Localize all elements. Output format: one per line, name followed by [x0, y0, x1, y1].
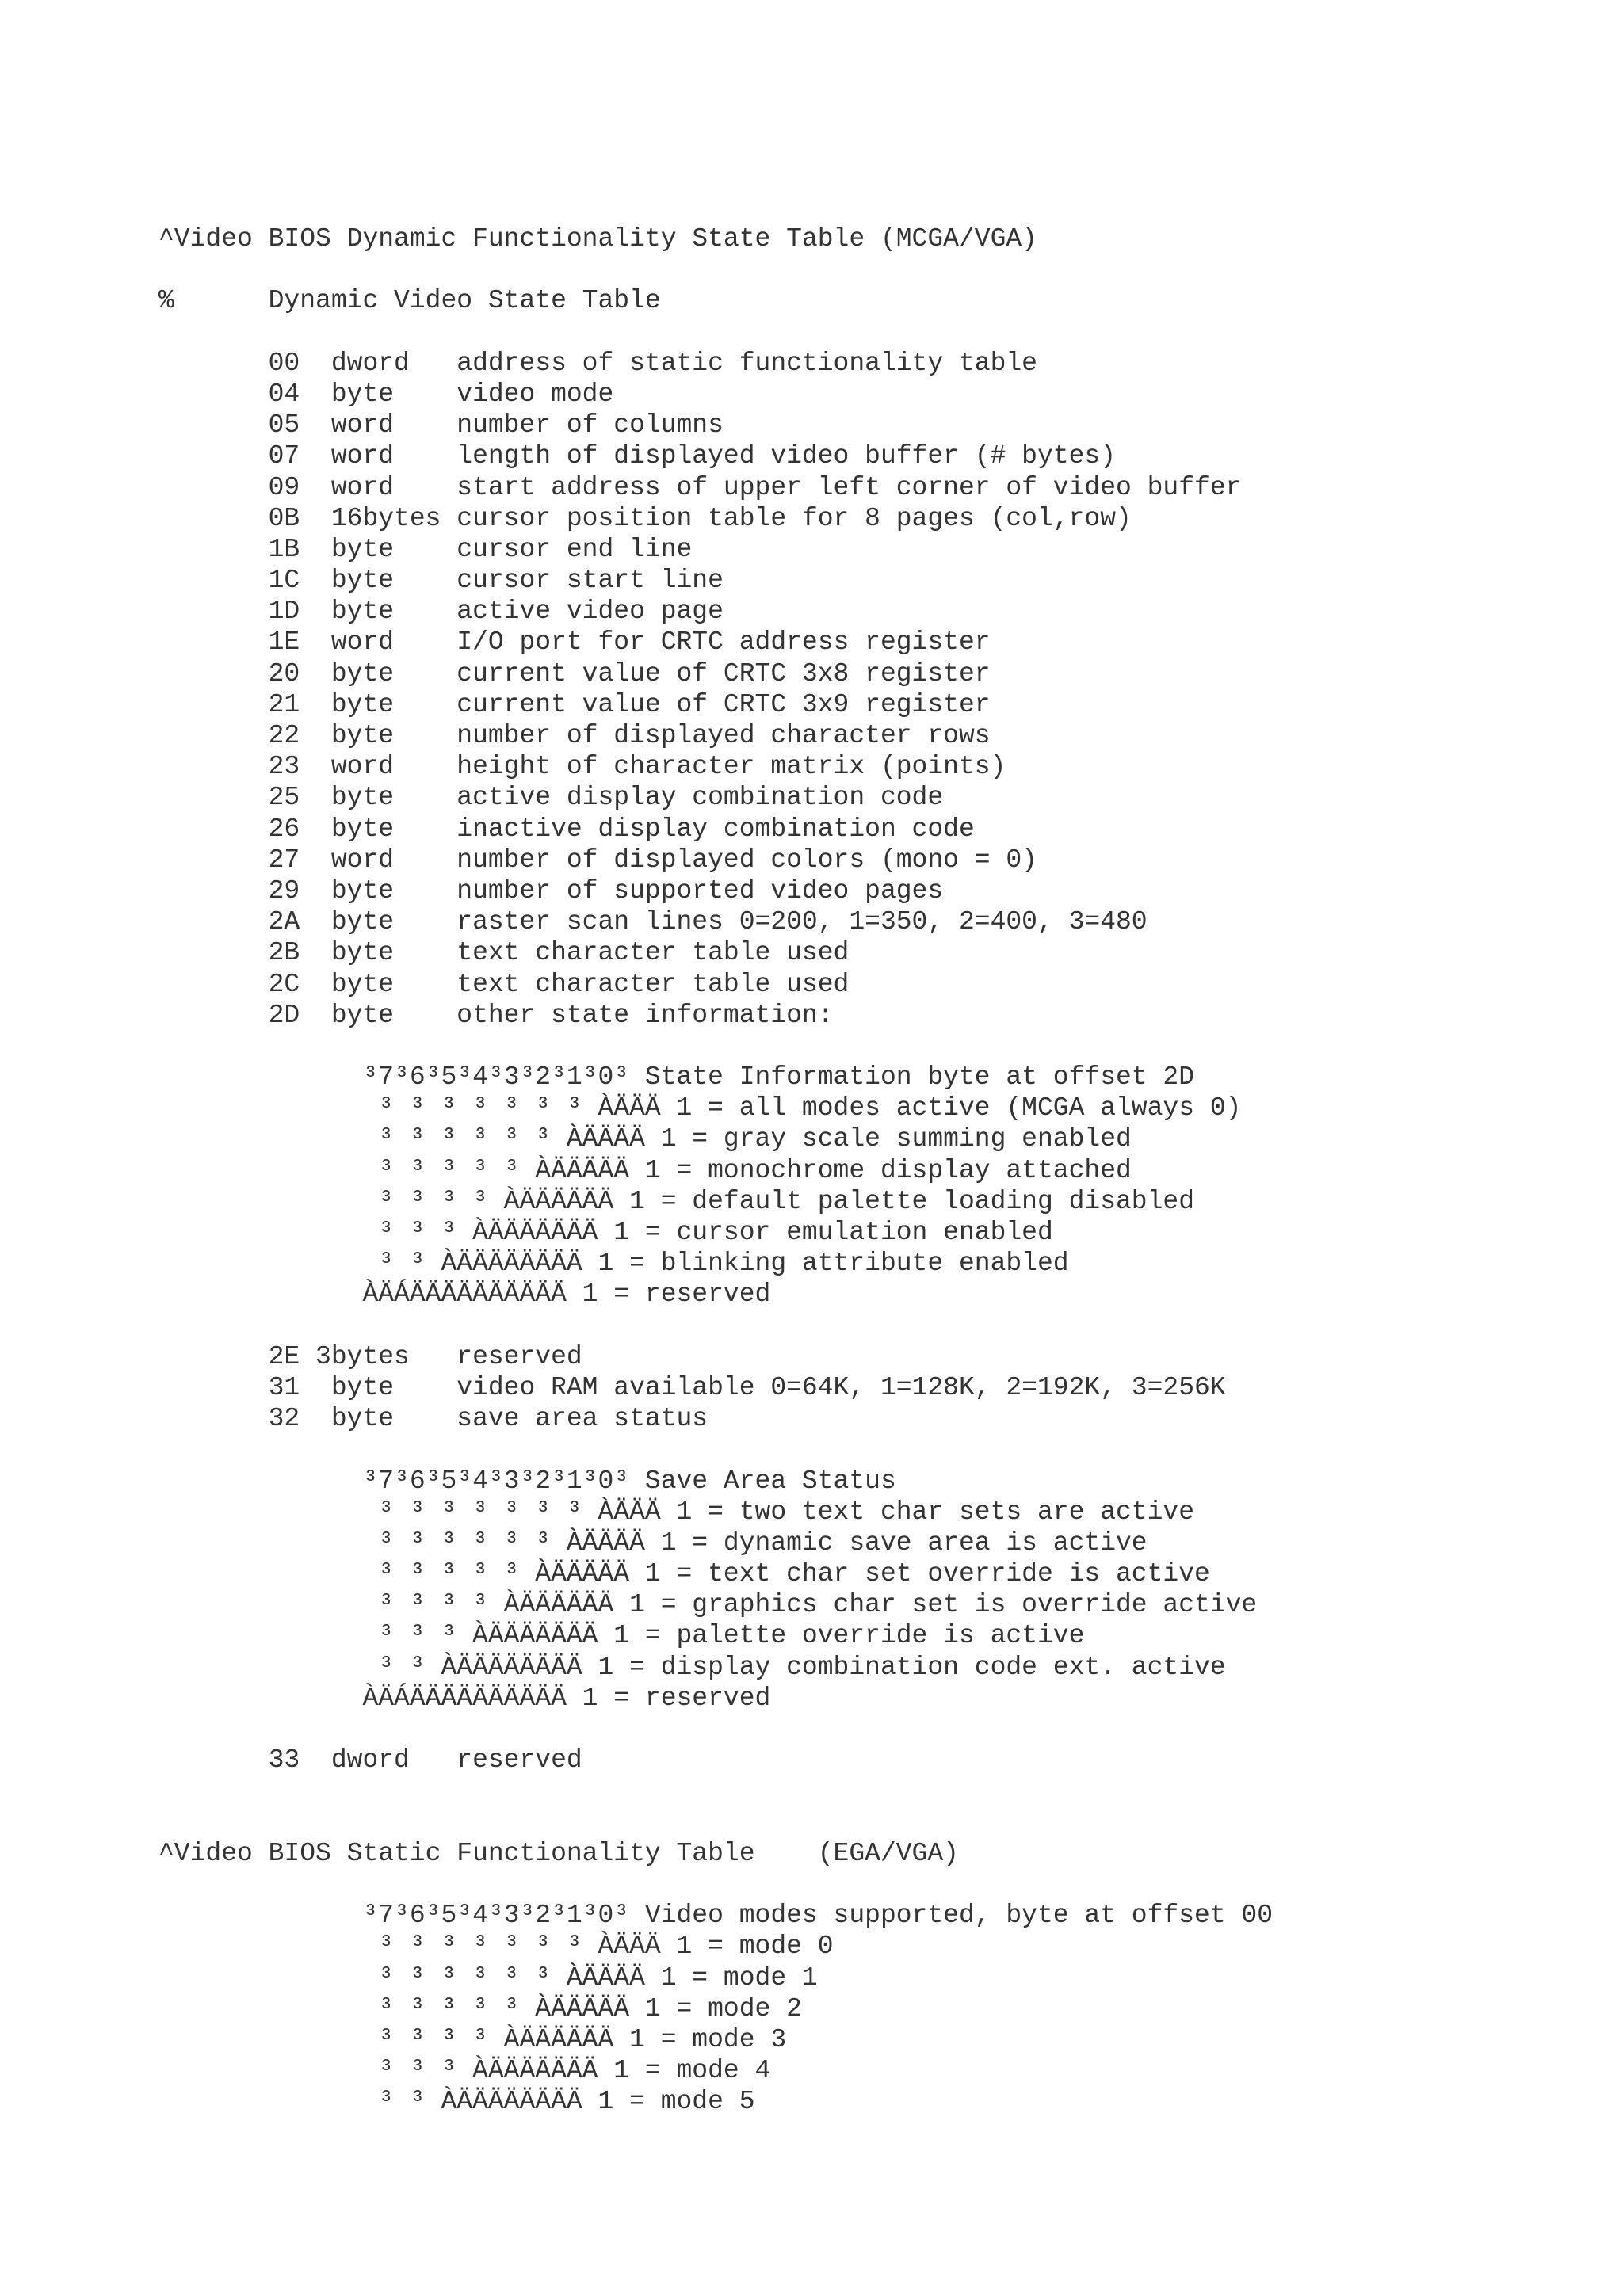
blank-line	[158, 1434, 1273, 1465]
text-line: 00 dword address of static functionality table	[158, 348, 1037, 378]
blank-line	[158, 317, 1273, 348]
text-line: ³ ³ ³ ³ ÀÄÄÄÄÄÄ 1 = graphics char set is override active	[158, 1590, 1258, 1620]
text-line: ³ ³ ÀÄÄÄÄÄÄÄÄ 1 = blinking attribute enabled	[158, 1249, 1069, 1279]
text-line: ^Video BIOS Static Functionality Table (EGA/VGA)	[158, 1838, 959, 1868]
text-line: 26 byte inactive display combination code	[158, 814, 975, 844]
text-line: 0B 16bytes cursor position table for 8 pages (col,row)	[158, 503, 1132, 533]
text-line: 09 word start address of upper left corner of video buffer	[158, 472, 1242, 502]
text-line: 2E 3bytes reserved	[158, 1341, 582, 1371]
text-line: 2D byte other state information:	[158, 1000, 834, 1030]
text-line: ÀÄÁÄÄÄÄÄÄÄÄÄÄ 1 = reserved	[158, 1683, 771, 1713]
text-line: ³ ³ ³ ³ ³ ÀÄÄÄÄÄ 1 = mode 2	[158, 1993, 802, 2023]
text-line: 07 word length of displayed video buffer (# bytes)	[158, 441, 1116, 471]
text-line: ^Video BIOS Dynamic Functionality State Table (MCGA/VGA)	[158, 224, 1037, 254]
text-line: ³ ³ ³ ÀÄÄÄÄÄÄÄ 1 = palette override is active	[158, 1621, 1085, 1651]
document-text	[158, 223, 1273, 2117]
text-line: ³ ³ ³ ³ ³ ÀÄÄÄÄÄ 1 = monochrome display attached	[158, 1155, 1132, 1185]
text-line: 05 word number of columns	[158, 410, 724, 441]
text-line: 27 word number of displayed colors (mono = 0)	[158, 845, 1037, 875]
text-line: % Dynamic Video State Table	[158, 286, 661, 316]
text-line: 04 byte video mode	[158, 379, 614, 409]
blank-line	[158, 254, 1273, 285]
text-line: 32 byte save area status	[158, 1404, 708, 1434]
text-line: ³ ³ ³ ÀÄÄÄÄÄÄÄ 1 = mode 4	[158, 2056, 771, 2086]
text-line: ³ ³ ³ ÀÄÄÄÄÄÄÄ 1 = cursor emulation enabled	[158, 1218, 1053, 1247]
text-line: 31 byte video RAM available 0=64K, 1=128K, 2=192K, 3=256K	[158, 1372, 1226, 1402]
text-line: 22 byte number of displayed character rows	[158, 721, 991, 750]
text-line: 1D byte active video page	[158, 597, 724, 627]
text-line: ³7³6³5³4³3³2³1³0³ Save Area Status	[158, 1466, 896, 1496]
text-line: 1C byte cursor start line	[158, 566, 724, 596]
text-line: ³ ³ ³ ³ ³ ÀÄÄÄÄÄ 1 = text char set override is active	[158, 1559, 1210, 1589]
blank-line	[158, 1775, 1273, 1806]
text-line: ³ ³ ³ ³ ³ ³ ÀÄÄÄÄ 1 = dynamic save area is active	[158, 1527, 1148, 1558]
text-line: ³ ³ ³ ³ ³ ³ ÀÄÄÄÄ 1 = mode 1	[158, 1962, 818, 1993]
text-line: 2C byte text character table used	[158, 969, 850, 999]
text-line: ³ ³ ³ ³ ÀÄÄÄÄÄÄ 1 = mode 3	[158, 2024, 787, 2054]
text-line: 2B byte text character table used	[158, 938, 850, 968]
text-line: 25 byte active display combination code	[158, 783, 944, 813]
text-line: ³7³6³5³4³3³2³1³0³ State Information byte at offset 2D	[158, 1062, 1195, 1093]
blank-line	[158, 1714, 1273, 1745]
text-line: ³ ³ ³ ³ ÀÄÄÄÄÄÄ 1 = default palette loading disabled	[158, 1186, 1195, 1216]
text-line: ³ ³ ³ ³ ³ ³ ÀÄÄÄÄ 1 = gray scale summing enabled	[158, 1124, 1132, 1154]
text-line: 2A byte raster scan lines 0=200, 1=350, 2=400, 3=480	[158, 907, 1148, 937]
blank-line	[158, 1310, 1273, 1341]
text-line: ³ ³ ÀÄÄÄÄÄÄÄÄ 1 = mode 5	[158, 2087, 755, 2117]
text-line: 20 byte current value of CRTC 3x8 register	[158, 658, 991, 688]
text-line: 1B byte cursor end line	[158, 534, 693, 564]
blank-line	[158, 1869, 1273, 1900]
text-line: 1E word I/O port for CRTC address register	[158, 627, 991, 658]
text-line: ³ ³ ³ ³ ³ ³ ³ ÀÄÄÄ 1 = all modes active (MCGA always 0)	[158, 1093, 1242, 1123]
text-line: ³ ³ ³ ³ ³ ³ ³ ÀÄÄÄ 1 = mode 0	[158, 1932, 834, 1962]
text-line: 33 dword reserved	[158, 1745, 582, 1775]
text-line: 21 byte current value of CRTC 3x9 register	[158, 689, 991, 719]
text-line: ³ ³ ³ ³ ³ ³ ³ ÀÄÄÄ 1 = two text char sets are active	[158, 1497, 1195, 1527]
text-line: 29 byte number of supported video pages	[158, 875, 944, 906]
text-line: ³7³6³5³4³3³2³1³0³ Video modes supported, byte at offset 00	[158, 1901, 1274, 1931]
text-line: ÀÄÁÄÄÄÄÄÄÄÄÄÄ 1 = reserved	[158, 1280, 771, 1310]
text-line: 23 word height of character matrix (points)	[158, 752, 1006, 782]
blank-line	[158, 1807, 1273, 1838]
blank-line	[158, 1031, 1273, 1062]
text-line: ³ ³ ÀÄÄÄÄÄÄÄÄ 1 = display combination code ext. active	[158, 1652, 1226, 1682]
